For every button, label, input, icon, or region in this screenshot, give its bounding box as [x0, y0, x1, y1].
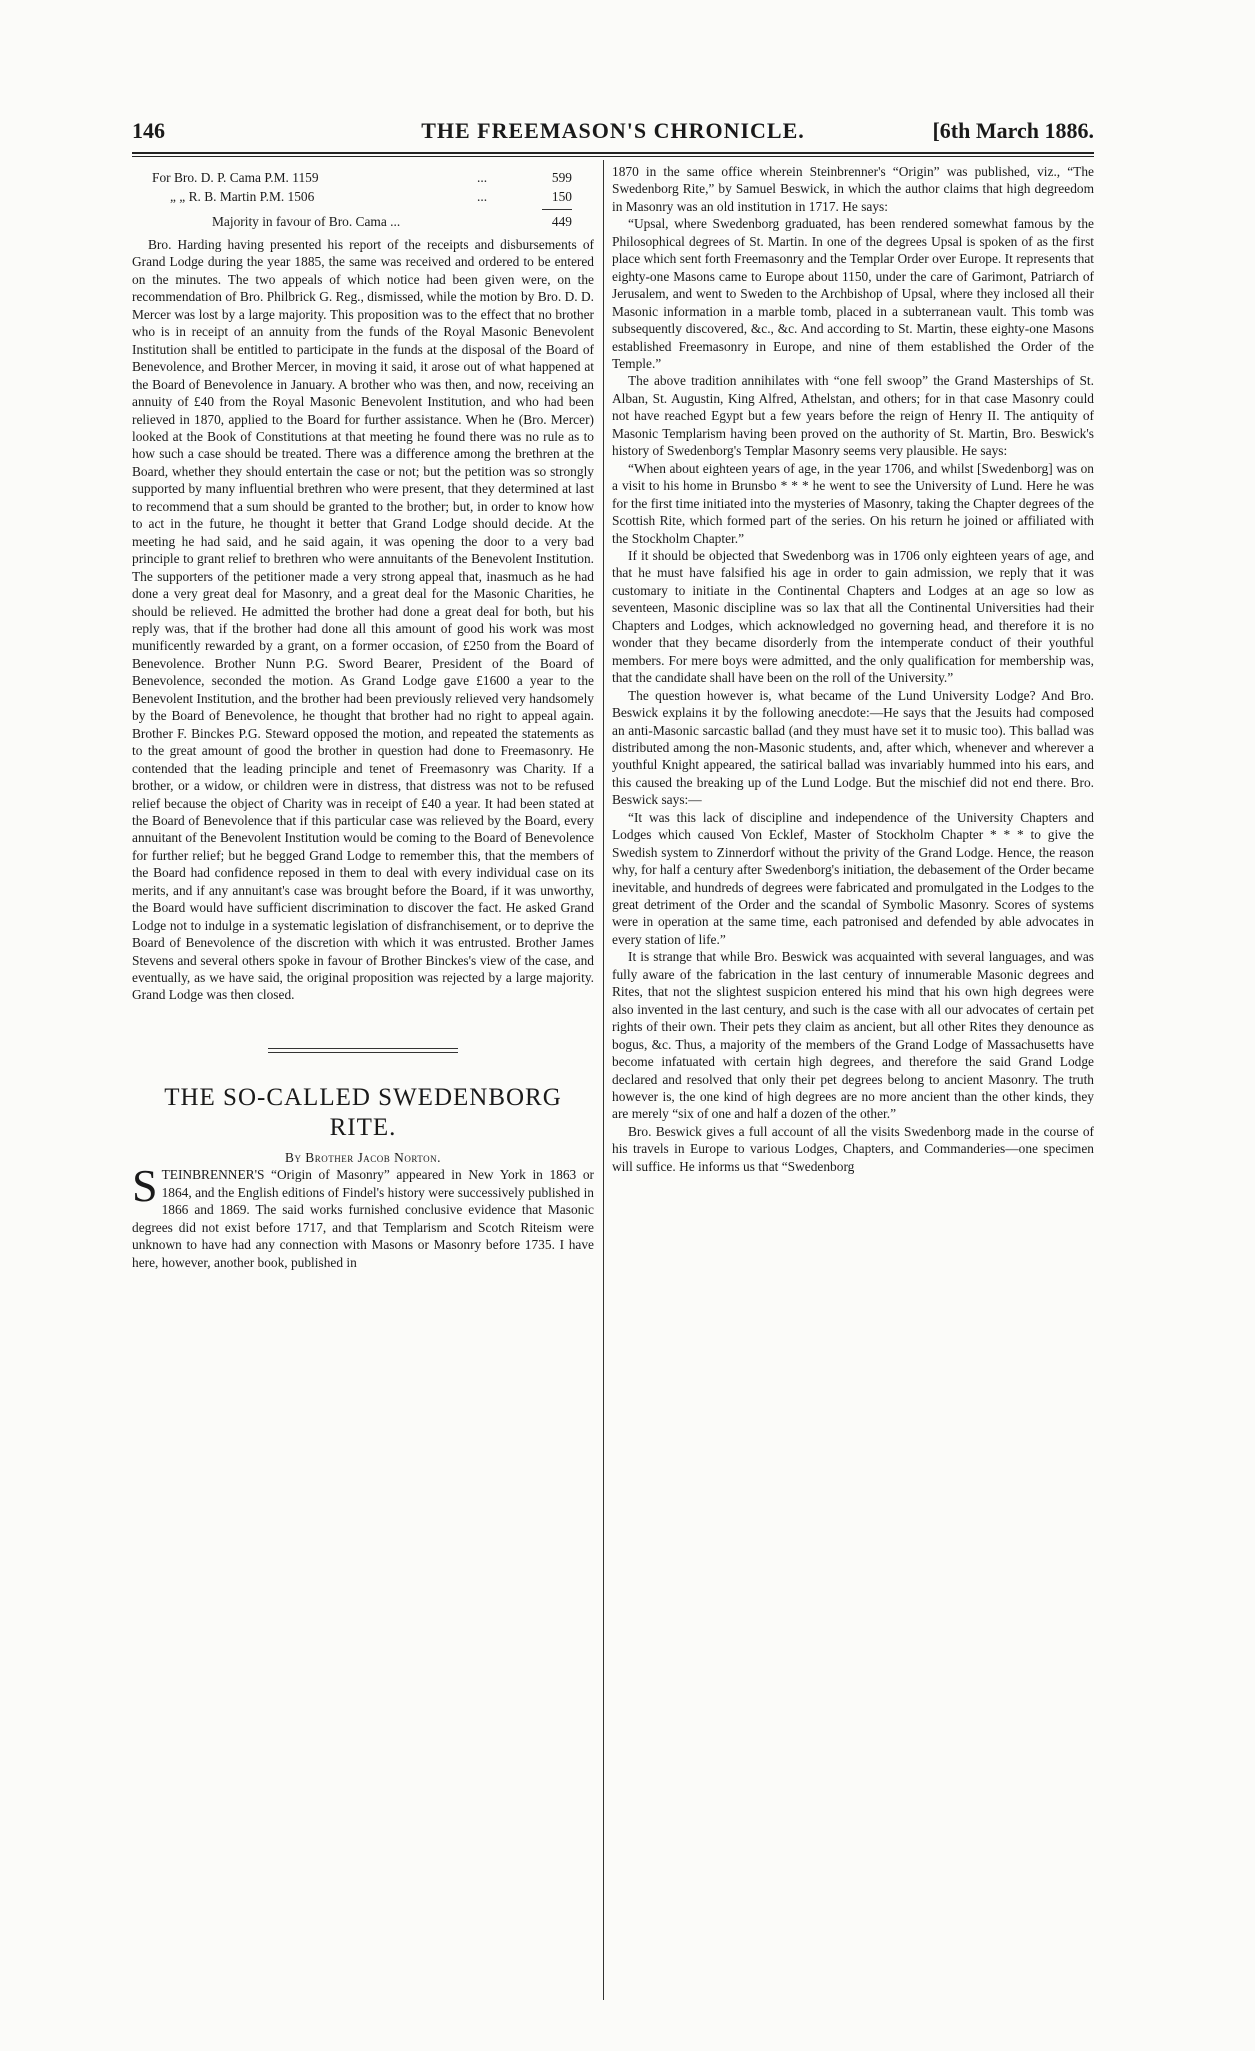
article-quote: “It was this lack of discipline and independence of the University Chapters and Lodges which caused Von Ecklef, Master of Stockholm Chapter * * * to give the Swedish system to Zinnerdorf without the privity of the Grand Lodge. Hence, the reason why, for half a century after Swedenborg's initiation, the debasement of the Order became inevitable, and hundreds of degrees were fabricated and promulgated in the Lodges to the great detriment of the Order and the scandal of Symbolic Masonry. Scores of systems were in operation at the same time, each patronised and defended by able advocates in every station of life.” — [612, 809, 1094, 947]
report-paragraph: Bro. Harding having presented his report of the receipts and disbursements of Grand Lodge during the year 1885, the same was received and ordered to be entered on the minutes. The two appeals of which notice had been given were, on the recommendation of Bro. Philbrick G. Reg., dismissed, while the motion by Bro. D. D. Mercer was lost by a large majority. This proposition was to the effect that no brother who is in receipt of an annuity from the funds of the Royal Masonic Benevolent Institution shall be entitled to participate in the funds at the disposal of the Board of Benevolence, and Brother Mercer, in moving it said, it arose out of what happened at the Board of Benevolence in January. A brother who was then, and now, receiving an annuity of £40 from the Royal Masonic Benevolent Institution, and who had been relieved in 1870, applied to the Board for further assistance. When he (Bro. Mercer) looked at the Book of Constitutions at that meeting he found there was no rule as to how such a case should be treated. There was a difference among the brethren at the Board, whether they should entertain the case or not; but the petition was so strongly supported by many influential brethren who were present, that they determined at last to recommend that a sum should be granted to the brother; but, in order to know how to act in the future, he thought it better that Grand Lodge should decide. At the meeting he had said, and he said again, it was opening the door to a very bad principle to grant relief to brethren who were annuitants of the Benevolent Institution. The supporters of the petitioner made a very strong appeal that, inasmuch as he had done a very great deal for Masonry, and a great deal for the Masonic Charities, he should be relieved. He admitted the brother had done a great deal for both, but his reply was, that if the brother had done all this amount of good his work was most munificently rewarded by a grant, on a former occasion, of £250 from the Board of Benevolence. Brother Nunn P.G. Sword Bearer, President of the Board of Benevolence, seconded the motion. As Grand Lodge gave £1600 a year to the Benevolent Institution, and the brother had been previously relieved very handsomely by the Board of Benevolence, he thought that brother had no right to appeal again. Brother F. Binckes P.G. Steward opposed the motion, and repeated the statements as to the great amount of good the brother in question had done to Freemasonry. He contended that the leading principle and tenet of Freemasonry was Charity. If a brother, or a widow, or children were in distress, that distress was not to be refused relief because the object of Charity was in receipt of £40 a year. It had been stated at the Board of Benevolence that if this particular case was relieved by the Board, every annuitant of the Benevolent Institution would be coming to the Board of Benevolence for further relief; but he begged Grand Lodge to remember this, that the members of the Board had confidence reposed in them to deal with every individual case on its merits, and if any annuitant's case was brought before the Board, if it was unworthy, the Board would have sufficient discrimination to discover the fact. He asked Grand Lodge not to indulge in a systematic legislation of disfranchisement, or to deprive the Board of Benevolence of the discretion with which it was entrusted. Brother James Stevens and several others spoke in favour of Brother Binckes's view of the case, and eventually, as we have said, the original proposition was rejected by a large majority. Grand Lodge was then closed. — [132, 237, 594, 1003]
vote-majority-count: 449 — [551, 214, 572, 229]
article-quote: “Upsal, where Swedenborg graduated, has been rendered somewhat famous by the Philosophical degrees of St. Martin. In one of the degrees Upsal is spoken of as the first place which sent forth Freemasonry and the Templar Order over Europe. It represents that eighty-one Masons came to Europe about 1150, under the care of Garimont, Patriarch of Jerusalem, and went to Sweden to the Archbishop of Upsal, where they inclosed all their Masonic information in a marble tomb, placed in a subterranean vault. This tomb was subsequently discovered, &c., &c. And according to St. Martin, these eighty-one Masons established Freemasonry in Europe, and nine of them established the Order of the Temple.” — [612, 216, 1094, 371]
article-title: THE SO-CALLED SWEDENBORG RITE. — [164, 1083, 562, 1141]
article-paragraph: 1870 in the same office wherein Steinbrenner's “Origin” was published, viz., “The Swedenborg Rite,” by Samuel Beswick, in which the author claims that high degreedom in Masonry was an old institution in 1717. He says: — [612, 164, 1094, 214]
issue-date: [6th March 1886. — [932, 118, 1094, 143]
vote-candidate: For Bro. D. P. Cama P.M. 1159 — [152, 170, 319, 185]
vote-majority-label: Majority in favour of Bro. Cama ... — [212, 214, 401, 229]
article-byline: By Brother Jacob Norton. — [285, 1149, 441, 1165]
column-divider — [603, 160, 604, 2000]
left-column — [132, 163, 594, 1271]
vote-row — [132, 188, 594, 207]
article-paragraph: If it should be objected that Swedenborg was in 1706 only eighteen years of age, and that he must have falsified his age in order to gain admission, we reply that it was customary to initiate in the Continental Chapters and Lodges at an age so low as seventeen, Masonic discipline was so lax that all the Continental Universities had their Chapters and Lodges, which acknowledged no governing head, and therefore it is no wonder that they became disorderly from the intemperate conduct of their youthful members. For mere boys were admitted, and the only qualification for membership was, that the candidate shall have been on the roll of the University.” — [612, 547, 1094, 686]
article-first-paragraph — [132, 1160, 594, 1271]
article-first-paragraph-text: TEINBRENNER'S “Origin of Masonry” appeared in New York in 1863 or 1864, and the English editions of Findel's history were successively published in 1866 and 1869. The said works furnished conclusive evidence that Masonic degrees did not exist before 1717, and that Templarism and Scotch Riteism were unknown to have had any connection with Masons or Masonry before 1735. I have here, however, another book, published in — [132, 1167, 594, 1270]
section-rule — [268, 1048, 458, 1049]
article-paragraph: Bro. Beswick gives a full account of all the visits Swedenborg made in the course of his travels in Europe to various Lodges, Chapters, and Commanderies—one specimen will suffice. He informs us that “Swedenborg — [612, 1123, 1094, 1174]
vote-dots: ... — [477, 170, 488, 185]
publication-name: THE FREEMASON'S CHRONICLE. — [421, 118, 805, 143]
article-paragraph: It is strange that while Bro. Beswick was acquainted with several languages, and was fully aware of the fabrication in the last century of innumerable Masonic degrees and Rites, that not the slightest suspicion entered his mind that his own high degrees were also invented in the last century, and such is the case with all our advocates of certain pet rights of their own. Their pets they claim as ancient, but all other Rites they denounce as bogus, &c. Thus, a majority of the members of the Grand Lodge of Massachusetts have become infatuated with certain high degrees, and therefore the said Grand Lodge declared and resolved that only their pet degrees belong to ancient Masonry. The truth however is, the one kind of high degrees are no more ancient than the other kinds, they are merely “six of one and half a dozen of the other.” — [612, 949, 1094, 1122]
article-quote: “When about eighteen years of age, in the year 1706, and whilst [Swedenborg] was on a visit to his home in Brunsbo * * * he went to see the University of Lund. Here he was for the first time initiated into the mysteries of Masonry, taking the Chapter degrees of the Scottish Rite, which formed part of the series. On his return he joined or affiliated with the Stockholm Chapter.” — [612, 460, 1094, 546]
vote-candidate: „ „ R. B. Martin P.M. 1506 — [170, 189, 315, 204]
right-column — [612, 163, 1094, 1175]
page-number: 146 — [132, 118, 165, 143]
vote-dots: ... — [477, 189, 488, 204]
vote-table — [132, 169, 594, 232]
header-rule — [132, 152, 1094, 154]
article-paragraph: The question however is, what became of the Lund University Lodge? And Bro. Beswick explains it by the following anecdote:—He says that the Jesuits had composed an anti-Masonic sarcastic ballad (and they must have set it to music too). This ballad was distributed among the non-Masonic students, and, after which, whenever and wherever a youthful Knight appeared, the satirical ballad was invariably hummed into his ears, and this caused the breaking up of the Lund Lodge. But the mischief did not end there. Bro. Beswick says:— — [612, 687, 1094, 808]
article-paragraph: The above tradition annihilates with “one fell swoop” the Grand Masterships of St. Alban, St. Augustin, King Alfred, Athelstan, and others; for in that case Masonry could not have reached Egypt but a few years before the reign of Henry II. The antiquity of Masonic Templarism having been proved on the authority of St. Martin, Bro. Beswick's history of Swedenborg's Templar Masonry seems very plausible. He says: — [612, 373, 1094, 459]
vote-count: 150 — [551, 189, 572, 204]
page-header — [132, 118, 1094, 148]
vote-majority-row — [132, 213, 594, 232]
vote-row — [132, 169, 594, 188]
header-rule-thin — [132, 156, 1094, 157]
drop-cap: S — [132, 1160, 158, 1212]
section-rule-thin — [268, 1052, 458, 1053]
vote-count: 599 — [551, 170, 572, 185]
